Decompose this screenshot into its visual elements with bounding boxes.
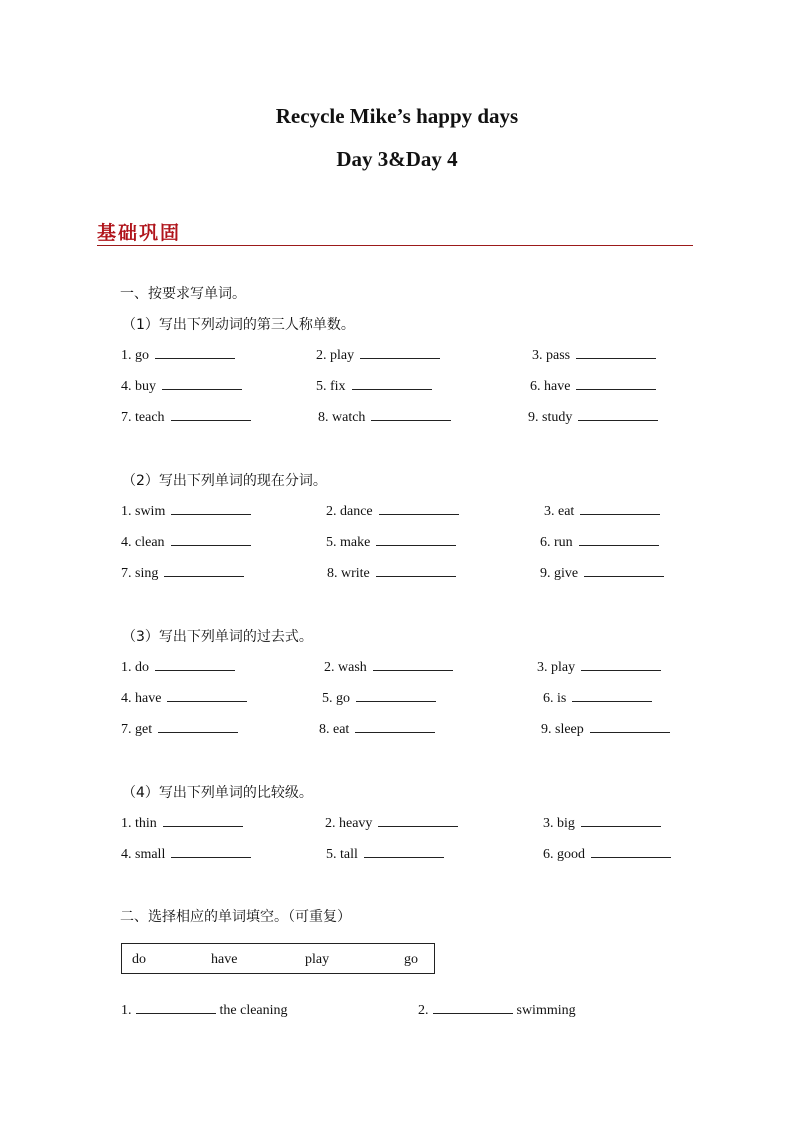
list-item: 3. eat bbox=[544, 502, 660, 520]
answer-blank[interactable] bbox=[580, 502, 660, 515]
word-bank bbox=[121, 943, 435, 974]
list-item: 1. swim bbox=[121, 502, 251, 520]
list-item: 5. tall bbox=[326, 845, 444, 863]
answer-blank[interactable] bbox=[578, 408, 658, 421]
word-bank-word: play bbox=[305, 952, 330, 967]
answer-blank[interactable] bbox=[584, 564, 664, 577]
answer-blank[interactable] bbox=[171, 408, 251, 421]
list-item: 4. clean bbox=[121, 533, 251, 551]
list-item: 2. heavy bbox=[325, 814, 458, 832]
list-item: 5. make bbox=[326, 533, 456, 551]
answer-blank[interactable] bbox=[171, 502, 251, 515]
answer-blank[interactable] bbox=[171, 845, 251, 858]
list-item: 4. buy bbox=[121, 377, 242, 395]
answer-blank[interactable] bbox=[163, 814, 243, 827]
list-item: 1. thin bbox=[121, 814, 243, 832]
list-item: 8. watch bbox=[318, 408, 451, 426]
answer-blank[interactable] bbox=[167, 689, 247, 702]
list-item: 7. sing bbox=[121, 564, 244, 582]
answer-blank[interactable] bbox=[590, 720, 670, 733]
fill-in-item: 2. swimming bbox=[418, 1003, 576, 1018]
list-item: 5. fix bbox=[316, 377, 432, 395]
list-item: 1. do bbox=[121, 658, 235, 676]
answer-blank[interactable] bbox=[572, 689, 652, 702]
word-bank-word: do bbox=[132, 952, 146, 967]
word-bank-word: go bbox=[404, 952, 418, 967]
list-item: 2. dance bbox=[326, 502, 459, 520]
group1-label: （1）写出下列动词的第三人称单数。 bbox=[122, 317, 355, 333]
answer-blank[interactable] bbox=[379, 502, 459, 515]
part1-heading: 一、按要求写单词。 bbox=[120, 286, 246, 302]
answer-blank[interactable] bbox=[376, 564, 456, 577]
list-item: 9. sleep bbox=[541, 720, 670, 738]
answer-blank[interactable] bbox=[576, 377, 656, 390]
list-item: 2. play bbox=[316, 346, 440, 364]
section-divider bbox=[97, 245, 693, 246]
answer-blank[interactable] bbox=[355, 720, 435, 733]
list-item: 9. study bbox=[528, 408, 658, 426]
answer-blank[interactable] bbox=[136, 1001, 216, 1014]
list-item: 6. run bbox=[540, 533, 659, 551]
list-item: 6. have bbox=[530, 377, 656, 395]
answer-blank[interactable] bbox=[581, 814, 661, 827]
section-heading: 基础巩固 bbox=[97, 222, 182, 244]
answer-blank[interactable] bbox=[376, 533, 456, 546]
answer-blank[interactable] bbox=[164, 564, 244, 577]
answer-blank[interactable] bbox=[155, 658, 235, 671]
answer-blank[interactable] bbox=[360, 346, 440, 359]
list-item: 3. play bbox=[537, 658, 661, 676]
list-item: 6. is bbox=[543, 689, 652, 707]
list-item: 7. teach bbox=[121, 408, 251, 426]
answer-blank[interactable] bbox=[155, 346, 235, 359]
answer-blank[interactable] bbox=[171, 533, 251, 546]
answer-blank[interactable] bbox=[373, 658, 453, 671]
answer-blank[interactable] bbox=[352, 377, 432, 390]
answer-blank[interactable] bbox=[364, 845, 444, 858]
answer-blank[interactable] bbox=[576, 346, 656, 359]
answer-blank[interactable] bbox=[378, 814, 458, 827]
list-item: 4. have bbox=[121, 689, 247, 707]
list-item: 3. big bbox=[543, 814, 661, 832]
list-item: 4. small bbox=[121, 845, 251, 863]
part2-heading: 二、选择相应的单词填空。（可重复） bbox=[120, 909, 351, 925]
group3-label: （3）写出下列单词的过去式。 bbox=[122, 629, 313, 645]
answer-blank[interactable] bbox=[591, 845, 671, 858]
list-item: 3. pass bbox=[532, 346, 656, 364]
list-item: 2. wash bbox=[324, 658, 453, 676]
list-item: 8. eat bbox=[319, 720, 435, 738]
answer-blank[interactable] bbox=[356, 689, 436, 702]
answer-blank[interactable] bbox=[158, 720, 238, 733]
fill-in-item: 1. the cleaning bbox=[121, 1003, 288, 1018]
group4-label: （4）写出下列单词的比较级。 bbox=[122, 785, 313, 801]
list-item: 1. go bbox=[121, 346, 235, 364]
list-item: 9. give bbox=[540, 564, 664, 582]
list-item: 6. good bbox=[543, 845, 671, 863]
answer-blank[interactable] bbox=[162, 377, 242, 390]
list-item: 8. write bbox=[327, 564, 456, 582]
answer-blank[interactable] bbox=[579, 533, 659, 546]
answer-blank[interactable] bbox=[433, 1001, 513, 1014]
word-bank-word: have bbox=[211, 952, 238, 967]
page-subtitle: Day 3&Day 4 bbox=[336, 147, 458, 171]
list-item: 7. get bbox=[121, 720, 238, 738]
group2-label: （2）写出下列单词的现在分词。 bbox=[122, 473, 327, 489]
list-item: 5. go bbox=[322, 689, 436, 707]
answer-blank[interactable] bbox=[371, 408, 451, 421]
page-title: Recycle Mike’s happy days bbox=[275, 104, 519, 128]
answer-blank[interactable] bbox=[581, 658, 661, 671]
